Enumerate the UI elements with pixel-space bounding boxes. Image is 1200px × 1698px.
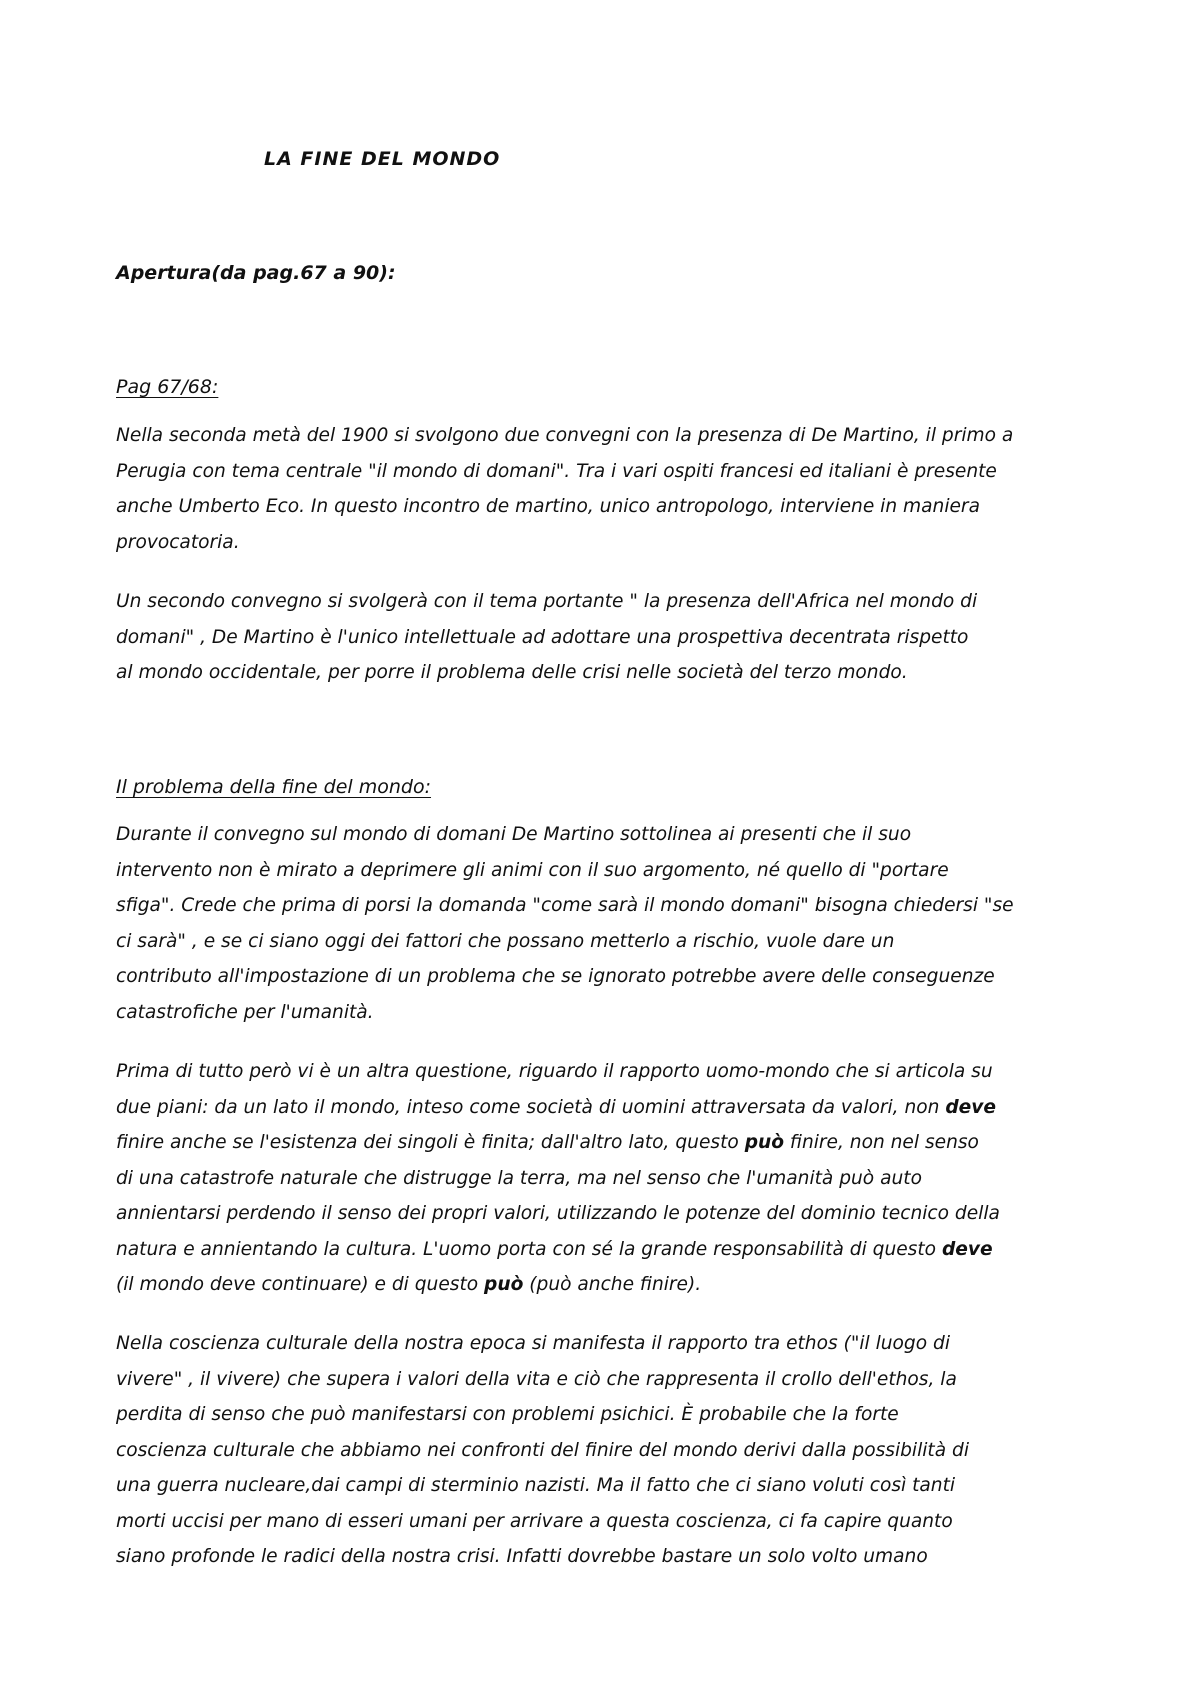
text-line: perdita di senso che può manifestarsi con problemi psichici. È probabile che la forte — [116, 1404, 899, 1425]
text-line — [116, 1232, 1101, 1268]
text-line: anche Umberto Eco. In questo incontro de martino, unico antropologo, interviene in maniera — [116, 496, 980, 517]
section-heading-pag-67-68: Pag 67/68: — [116, 376, 219, 398]
text-line: Nella seconda metà del 1900 si svolgono due convegni con la presenza di De Martino, il primo a — [116, 425, 1014, 446]
text-line — [116, 1267, 1101, 1303]
paragraph-rapporto-uomo-mondo — [116, 1054, 1101, 1303]
text-run: (il mondo deve continuare) e di questo — [116, 1274, 485, 1295]
text-run: due piani: da un lato il mondo, inteso come società di uomini attraversata da valori, non — [116, 1096, 946, 1118]
text-run: (può anche finire). — [523, 1274, 702, 1295]
text-line: Perugia con tema centrale "il mondo di domani". Tra i vari ospiti francesi ed italiani è presente — [116, 460, 997, 482]
text-line: intervento non è mirato a deprimere gli animi con il suo argomento, né quello di "portare — [116, 859, 949, 881]
text-run: finire anche se l'esistenza dei singoli è finita; dall'altro lato, questo — [116, 1132, 745, 1153]
section-heading-problema: Il problema della fine del mondo: — [116, 776, 432, 798]
text-line: morti uccisi per mano di esseri umani per arrivare a questa coscienza, ci fa capire quanto — [116, 1510, 953, 1532]
text-run: natura e annientando la cultura. L'uomo porta con sé la grande responsabilità di questo — [116, 1238, 942, 1260]
text-line: vivere" , il vivere) che supera i valori della vita e ciò che rappresenta il crollo dell'ethos, la — [116, 1368, 957, 1390]
text-run: Prima di tutto però vi è un altra questione, riguardo il rapporto uomo-mondo che si articola su — [116, 1061, 993, 1082]
text-line: Nella coscienza culturale della nostra epoca si manifesta il rapporto tra ethos ("il luogo di — [116, 1333, 950, 1354]
text-line: catastrofiche per l'umanità. — [116, 1001, 374, 1023]
paragraph-secondo-convegno — [116, 584, 1101, 691]
emphasis-puo: può — [744, 1132, 785, 1153]
text-line — [116, 1125, 1101, 1161]
text-line: ci sarà" , e se ci siano oggi dei fattori che possano metterlo a rischio, vuole dare un — [116, 930, 895, 952]
emphasis-puo: può — [484, 1274, 524, 1295]
text-line: Un secondo convegno si svolgerà con il tema portante " la presenza dell'Africa nel mondo di — [116, 591, 978, 612]
text-line — [116, 1090, 1101, 1126]
emphasis-deve: deve — [941, 1238, 993, 1260]
text-run: di una catastrofe naturale che distrugge la terra, ma nel senso che l'umanità può auto — [116, 1167, 922, 1189]
text-line: coscienza culturale che abbiamo nei confronti del finire del mondo derivi dalla possibilità di — [116, 1439, 969, 1461]
paragraph-convegno-domani — [116, 817, 1101, 1030]
text-line: provocatoria. — [116, 531, 240, 553]
text-line: contributo all'impostazione di un problema che se ignorato potrebbe avere delle conseguenze — [116, 966, 995, 987]
paragraph-coscienza-culturale — [116, 1326, 1101, 1575]
text-line: al mondo occidentale, per porre il problema delle crisi nelle società del terzo mondo. — [116, 662, 908, 683]
text-line: sfiga". Crede che prima di porsi la domanda "come sarà il mondo domani" bisogna chiedersi "se — [116, 895, 1014, 916]
emphasis-deve: deve — [945, 1096, 997, 1118]
text-line: Durante il convegno sul mondo di domani De Martino sottolinea ai presenti che il suo — [116, 824, 912, 845]
text-line: domani" , De Martino è l'unico intellettuale ad adottare una prospettiva decentrata rispetto — [116, 626, 969, 648]
text-line — [116, 1054, 1101, 1090]
text-line — [116, 1196, 1101, 1232]
text-run: annientarsi perdendo il senso dei propri valori, utilizzando le potenze del dominio tecnico della — [116, 1203, 1000, 1224]
text-line: siano profonde le radici della nostra crisi. Infatti dovrebbe bastare un solo volto umano — [116, 1546, 928, 1567]
text-run: finire, non nel senso — [784, 1132, 979, 1153]
text-line — [116, 1161, 1101, 1197]
document-subtitle: Apertura(da pag.67 a 90): — [116, 262, 396, 284]
paragraph-convegni — [116, 418, 1101, 560]
document-title: LA FINE DEL MONDO — [264, 148, 501, 170]
text-line: una guerra nucleare,dai campi di sterminio nazisti. Ma il fatto che ci siano voluti così tanti — [116, 1475, 956, 1496]
